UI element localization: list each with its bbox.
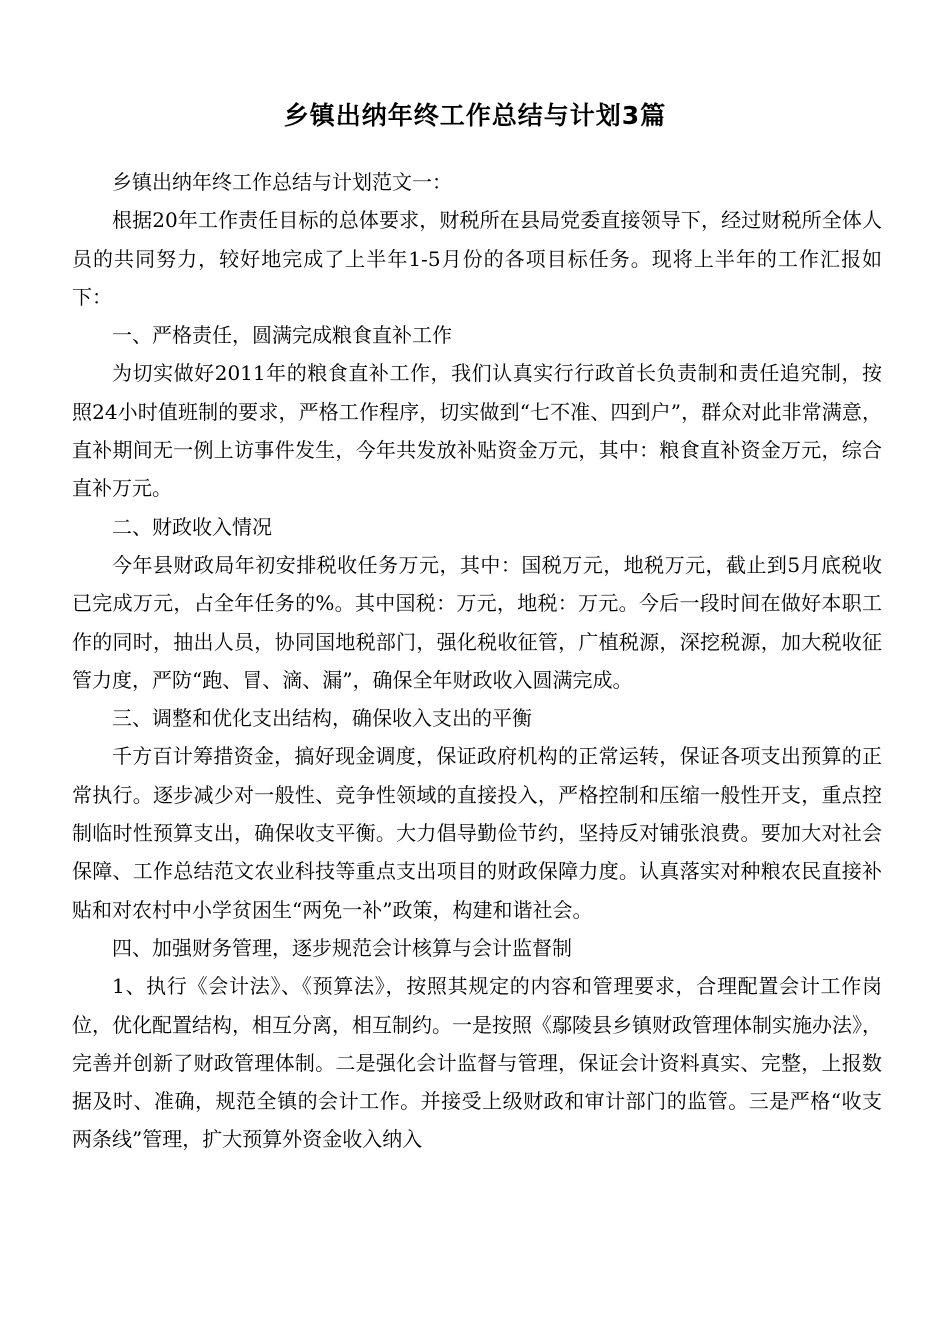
paragraph: 1、执行《会计法》、《预算法》，按照其规定的内容和管理要求，合理配置会计工作岗位，优化配置结构，相互分离，相互制约。一是按照《鄢陵县乡镇财政管理体制实施办法》，完善并创新了财政管理体制。二是强化会计监督与管理，保证会计资料真实、完整，上报数据及时、准确，规范全镇的会计工作。并接受上级财政和审计部门的监管。三是严格“收支两条线”管理，扩大预算外资金收入纳入 (72, 974, 882, 1152)
paragraph: 为切实做好2011年的粮食直补工作，我们认真实行行政首长负责制和责任追究制，按照24小时值班制的要求，严格工作程序，切实做到“七不准、四到户”，群众对此非常满意，直补期间无一例上访事件发生，今年共发放补贴资金万元，其中：粮食直补资金万元，综合直补万元。 (72, 361, 882, 501)
paragraph: 今年县财政局年初安排税收任务万元，其中：国税万元，地税万元，截止到5月底税收已完成万元，占全年任务的%。其中国税：万元，地税：万元。今后一段时间在做好本职工作的同时，抽出人员，协同国地税部门，强化税收征管，广植税源，深挖税源，加大税收征管力度，严防“跑、冒、滴、漏”，确保全年财政收入圆满完成。 (72, 552, 882, 692)
paragraph: 根据20年工作责任目标的总体要求，财税所在县局党委直接领导下，经过财税所全体人员的共同努力，较好地完成了上半年1-5月份的各项目标任务。现将上半年的工作汇报如下： (72, 208, 882, 309)
section-heading: 四、加强财务管理，逐步规范会计核算与会计监督制 (112, 935, 572, 960)
document-title: 乡镇出纳年终工作总结与计划3篇 (283, 101, 667, 130)
section-heading: 一、严格责任，圆满完成粮食直补工作 (112, 323, 452, 348)
section-heading: 三、调整和优化支出结构，确保收入支出的平衡 (112, 706, 532, 731)
paragraph-intro: 乡镇出纳年终工作总结与计划范文一： (112, 170, 452, 194)
paragraph: 千方百计筹措资金，搞好现金调度，保证政府机构的正常运转，保证各项支出预算的正常执行。逐步减少对一般性、竞争性领域的直接投入，严格控制和压缩一般性开支，重点控制临时性预算支出，确保收支平衡。大力倡导勤俭节约，坚持反对铺张浪费。要加大对社会保障、工作总结范文农业科技等重点支出项目的财政保障力度。认真落实对种粮农民直接补贴和对农村中小学贫困生“两免一补”政策，构建和谐社会。 (72, 744, 882, 922)
document-body (72, 163, 882, 1159)
section-heading: 二、财政收入情况 (112, 514, 272, 539)
